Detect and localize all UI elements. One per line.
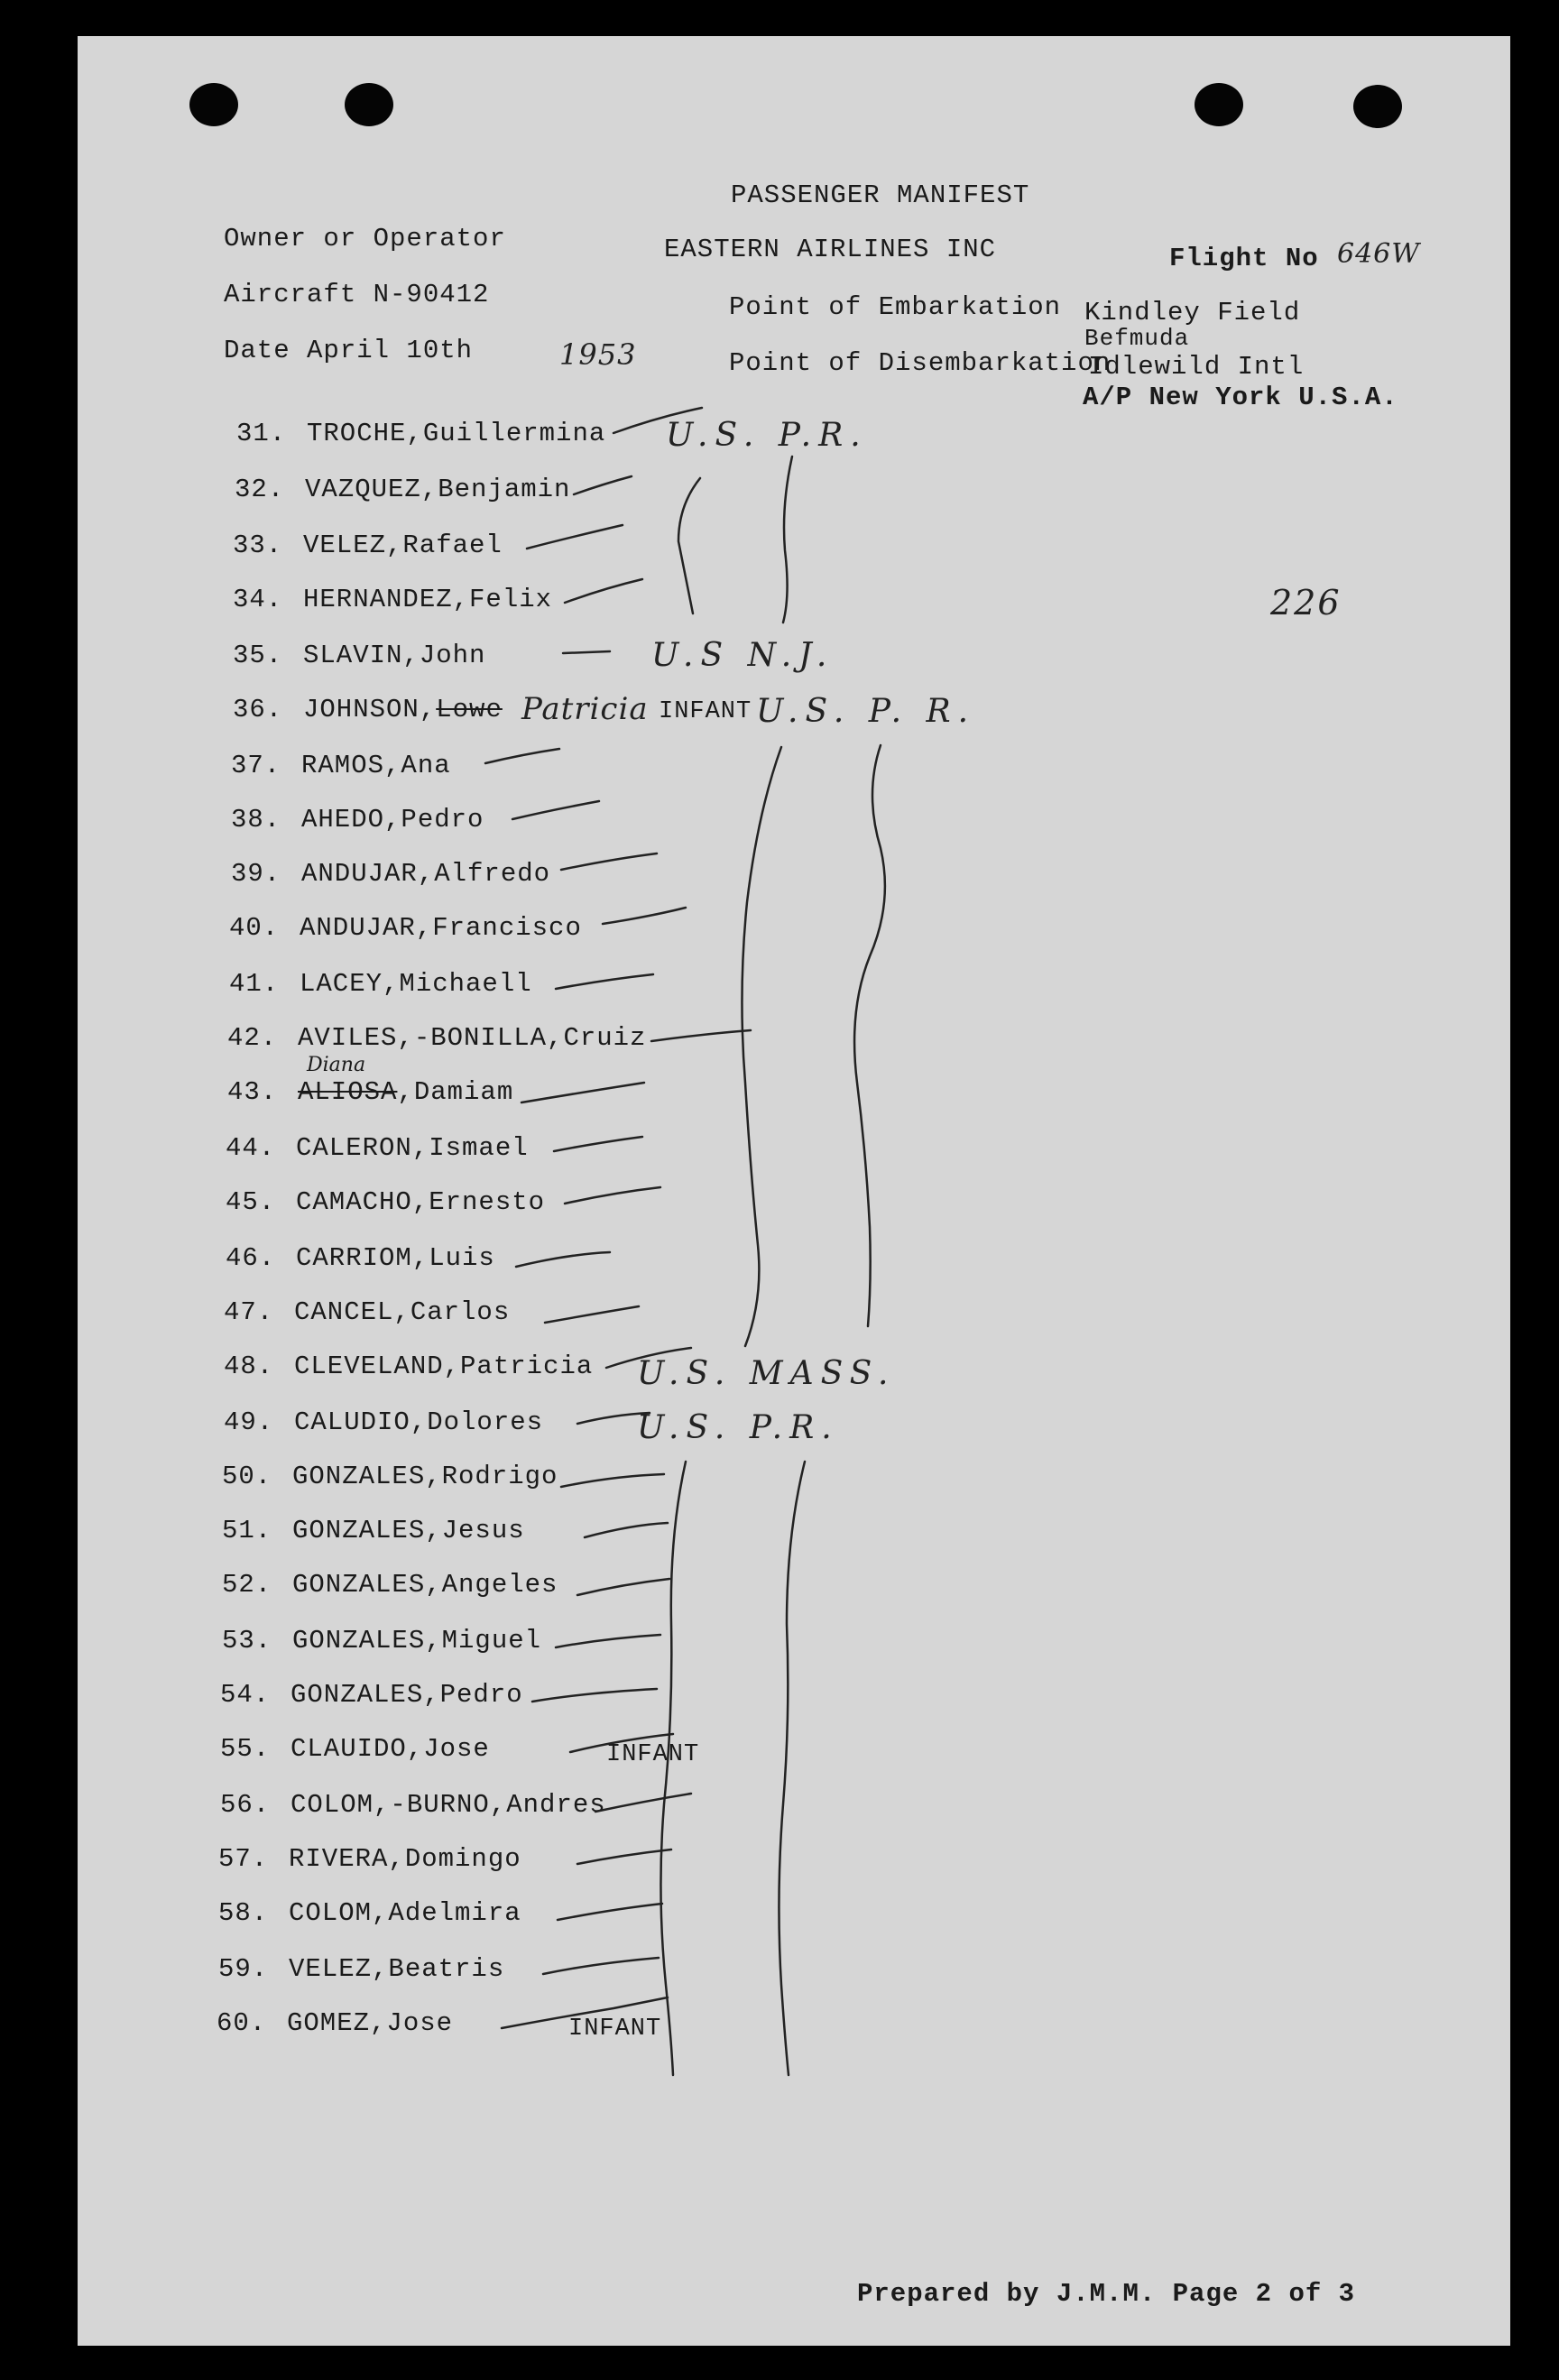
owner-label: Owner or Operator bbox=[224, 224, 506, 254]
operator-name: EASTERN AIRLINES INC bbox=[664, 235, 997, 264]
passenger-row: 54. GONZALES,Pedro bbox=[220, 1680, 523, 1710]
passenger-row: 45. CAMACHO,Ernesto bbox=[226, 1187, 546, 1217]
punch-hole bbox=[1353, 85, 1402, 128]
passenger-row: 35. SLAVIN,John bbox=[233, 641, 486, 670]
passenger-row: 52. GONZALES,Angeles bbox=[222, 1570, 558, 1600]
punch-hole bbox=[345, 83, 393, 126]
embarkation-place: Kindley Field bbox=[1084, 298, 1301, 327]
embarkation-label: Point of Embarkation bbox=[729, 292, 1062, 322]
passenger-row: 32. VAZQUEZ,Benjamin bbox=[235, 475, 571, 504]
passenger-row: 50. GONZALES,Rodrigo bbox=[222, 1462, 558, 1491]
passenger-row: 42. AVILES,-BONILLA,Cruiz bbox=[227, 1023, 647, 1053]
passenger-row: 46. CARRIOM,Luis bbox=[226, 1243, 495, 1273]
passenger-row: 57. RIVERA,Domingo bbox=[218, 1844, 521, 1874]
handwritten-annotation: U.S. P. R. bbox=[756, 693, 976, 730]
handwritten-annotation: U.S N.J. bbox=[651, 637, 835, 674]
date: Date April 10th bbox=[224, 336, 474, 365]
infant-note: INFANT bbox=[659, 698, 752, 725]
handwritten-name: Diana bbox=[307, 1054, 366, 1076]
punch-hole bbox=[189, 83, 238, 126]
side-number: 226 bbox=[1270, 583, 1342, 623]
manifest-title: PASSENGER MANIFEST bbox=[731, 180, 1030, 210]
infant-note: INFANT bbox=[568, 2016, 662, 2043]
flight-label: Flight No bbox=[1169, 244, 1319, 273]
passenger-row: 56. COLOM,-BURNO,Andres bbox=[220, 1790, 606, 1820]
passenger-row: 47. CANCEL,Carlos bbox=[224, 1297, 511, 1327]
handwritten-annotation: U.S. MASS. bbox=[637, 1355, 896, 1392]
passenger-row: 43. ALIOSA,Damiam bbox=[227, 1077, 514, 1107]
handwritten-annotation: U.S. P.R. bbox=[666, 417, 868, 454]
disembarkation-label: Point of Disembarkation bbox=[729, 348, 1112, 378]
punch-hole bbox=[1195, 83, 1243, 126]
passenger-row: 60. GOMEZ,Jose bbox=[217, 2008, 454, 2038]
passenger-row: 37. RAMOS,Ana bbox=[231, 751, 451, 780]
handwritten-annotation: U.S. P.R. bbox=[637, 1409, 839, 1446]
passenger-row: 44. CALERON,Ismael bbox=[226, 1133, 529, 1163]
passenger-row: 58. COLOM,Adelmira bbox=[218, 1898, 521, 1928]
infant-note: INFANT bbox=[606, 1741, 700, 1768]
passenger-row: 34. HERNANDEZ,Felix bbox=[233, 585, 553, 614]
aircraft-number: Aircraft N-90412 bbox=[224, 280, 490, 309]
disembarkation-place: Idlewild Intl bbox=[1088, 352, 1305, 382]
disembarkation-place-line2: A/P New York U.S.A. bbox=[1083, 383, 1398, 412]
passenger-row: 40. ANDUJAR,Francisco bbox=[229, 913, 582, 943]
year: 1953 bbox=[559, 337, 637, 372]
passenger-row: 55. CLAUIDO,Jose bbox=[220, 1734, 490, 1764]
flight-number: 646W bbox=[1337, 238, 1421, 270]
passenger-row: 33. VELEZ,Rafael bbox=[233, 530, 503, 560]
passenger-row: 31. TROCHE,Guillermina bbox=[236, 419, 606, 448]
handwritten-name: Patricia bbox=[521, 691, 649, 727]
passenger-row: 49. CALUDIO,Dolores bbox=[224, 1407, 544, 1437]
passenger-row: 59. VELEZ,Beatris bbox=[218, 1954, 505, 1984]
passenger-row: 41. LACEY,Michaell bbox=[229, 969, 532, 999]
embarkation-place-line2: Befmuda bbox=[1084, 325, 1190, 352]
passenger-row: 48. CLEVELAND,Patricia bbox=[224, 1351, 594, 1381]
passenger-row: 51. GONZALES,Jesus bbox=[222, 1516, 525, 1545]
passenger-row: 36. JOHNSON,Lowe bbox=[233, 695, 503, 724]
passenger-row: 38. AHEDO,Pedro bbox=[231, 805, 484, 835]
passenger-row: 53. GONZALES,Miguel bbox=[222, 1626, 542, 1656]
passenger-row: 39. ANDUJAR,Alfredo bbox=[231, 859, 551, 889]
footer-prepared-by: Prepared by J.M.M. Page 2 of 3 bbox=[857, 2279, 1356, 2309]
